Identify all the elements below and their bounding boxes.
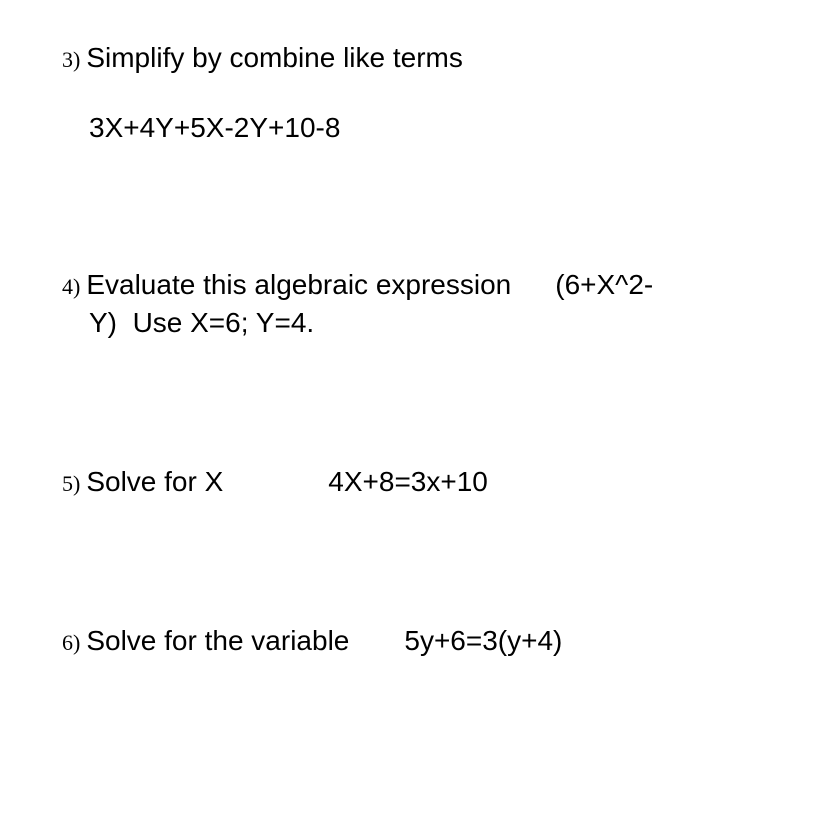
problem-4	[62, 267, 762, 341]
problem-number: 3)	[62, 47, 81, 72]
problem-instruction: Simplify by combine like terms	[86, 42, 463, 73]
problem-number: 4)	[62, 274, 81, 299]
problem-instruction: Solve for X	[86, 466, 224, 497]
problem-5-equation: 4X+8=3x+10	[328, 466, 488, 497]
problem-6	[62, 623, 762, 661]
problem-5	[62, 464, 762, 502]
problem-6-equation: 5y+6=3(y+4)	[404, 625, 563, 656]
problem-3	[62, 40, 762, 146]
problem-4-heading	[62, 267, 762, 305]
problem-6-heading	[62, 623, 762, 661]
problem-number: 6)	[62, 630, 81, 655]
problem-3-expression: 3X+4Y+5X-2Y+10-8	[89, 112, 341, 143]
problem-3-heading	[62, 40, 762, 78]
problem-4-expression-start: (6+X^2-	[555, 269, 654, 300]
problem-5-heading	[62, 464, 762, 502]
problem-4-given-values: Use X=6; Y=4.	[132, 307, 315, 338]
problem-number: 5)	[62, 471, 81, 496]
problem-instruction: Evaluate this algebraic expression	[86, 269, 512, 300]
problem-4-continuation	[62, 305, 762, 341]
problem-4-expression-end: Y)	[89, 307, 117, 338]
problem-instruction: Solve for the variable	[86, 625, 350, 656]
